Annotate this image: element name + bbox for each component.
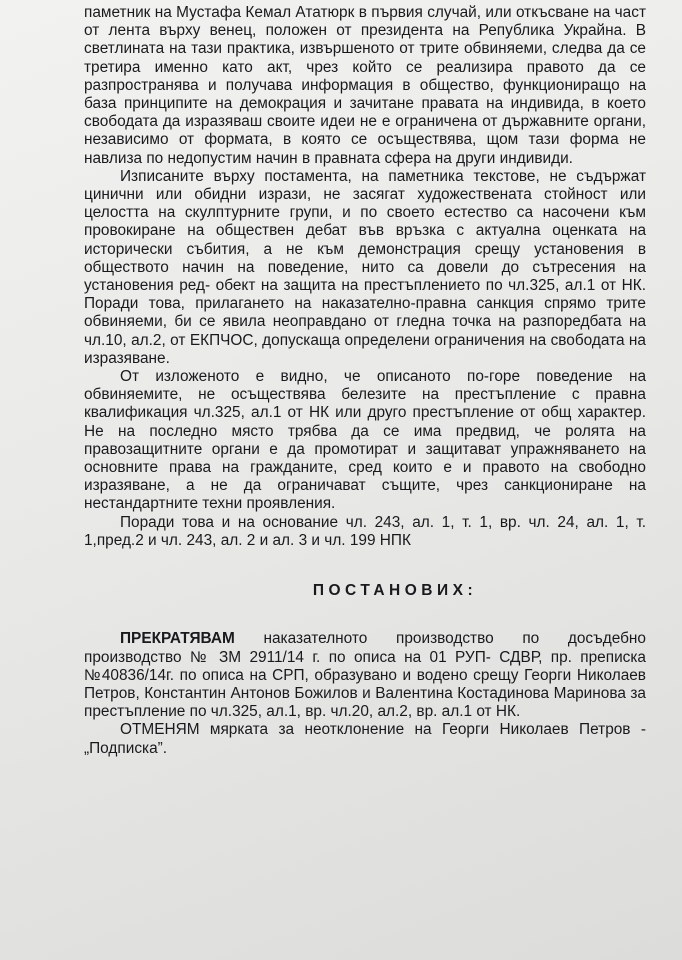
paragraph-inscriptions: Изписаните върху постамента, на паметника текстове, не съдържат цинични или обидни изрази, не засягат художествената стойност или целостта на скулптурните групи, и по своето естество са насочени към провокиране на обществен дебат във връзка с актуална оценката на исторически събития, а не към демонстрация срещу установения в обществото начин на поведение, нито са довели до сътресения на установения ред- обект на защита на престъплението по чл.325, ал.1 от НК. Поради това, прилагането на наказателно-правна санкция спрямо трите обвиняеми, би се явила неоправдано от гледна точка на разпоредбата на чл.10, ал.2, от ЕКПЧОС, допускаща определени ограничения на свободата на изразяване.: [84, 167, 646, 367]
paragraph-termination: [84, 630, 646, 721]
termination-keyword: ПРЕКРАТЯВАМ: [120, 630, 235, 648]
paragraph-continuation: паметник на Мустафа Кемал Ататюрк в първия случай, или откъсване на част от лента върху венец, положен от президента на Република Украйна. В светлината на тази практика, извършеното от трите обвиняеми, следва да се третира именно като акт, чрез който се реализира правото да се разпространява и получава информация в общество, функциониращо на база принципите на демокрация и зачитане правата на индивида, в което свободата да изразяваш своите идеи не е ограничена от държавните органи, независимо от формата, в която се осъществява, щом тази форма не навлиза по недопустим начин в правната сфера на други индивиди.: [84, 4, 646, 167]
termination-text: наказателното производство по досъдебно производство № ЗМ 2911/14 г. по описа на 01 РУП- СДВР, пр. преписка №40836/14г. по описа на СРП, образувано и водено срещу Георги Николаев Петров, Константин Антонов Божилов и Валентина Костадинова Маринова за престъпление по чл.325, ал.1, вр. чл.20, ал.2, вр. ал.1 от НК.: [84, 630, 646, 721]
document-body: [84, 4, 646, 758]
paragraph-conclusion: От изложеното е видно, че описаното по-горе поведение на обвиняемите, не осъществява белезите на престъпление с правна квалификация чл.325, ал.1 от НК или друго престъпление от общ характер. Не на последно място трябва да се има предвид, че ролята на правозащитните органи е да промотират и защитават упражняването на основните права на гражданите, сред които е и правото на свободно изразяване, а не да ограничават същите, чрез санкциониране на нестандартните техни проявления.: [84, 368, 646, 513]
decision-heading: ПОСТАНОВИХ:: [312, 582, 478, 600]
paragraph-revocation: ОТМЕНЯМ мярката за неотклонение на Георги Николаев Петров - „Подписка”.: [84, 721, 646, 757]
paragraph-legal-basis: Поради това и на основание чл. 243, ал. 1, т. 1, вр. чл. 24, ал. 1, т. 1,пред.2 и чл. 243, ал. 2 и ал. 3 и чл. 199 НПК: [84, 513, 646, 549]
